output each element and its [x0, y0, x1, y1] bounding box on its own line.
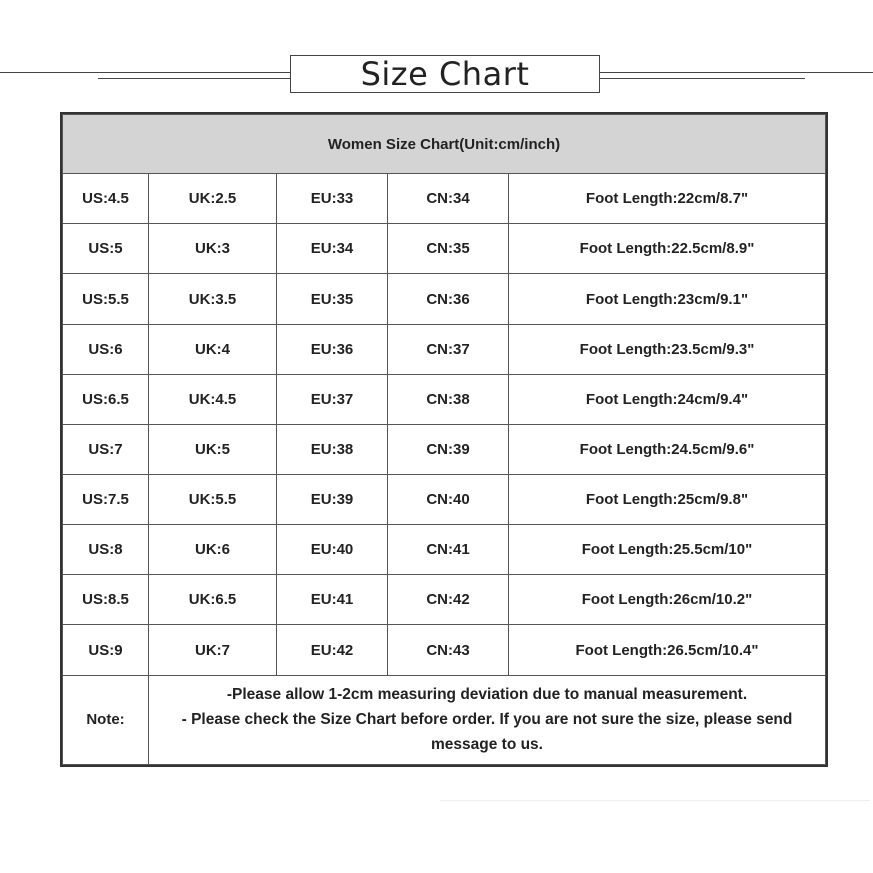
eu-size-cell: EU:37	[277, 374, 388, 424]
table-header-row	[63, 115, 826, 174]
us-size-cell: US:4.5	[63, 174, 149, 224]
cn-size-cell: CN:39	[388, 424, 509, 474]
note-label: Note:	[63, 675, 149, 764]
us-size-cell: US:7.5	[63, 475, 149, 525]
eu-size-cell: EU:34	[277, 224, 388, 274]
eu-size-cell: EU:42	[277, 625, 388, 675]
uk-size-cell: UK:5.5	[149, 475, 277, 525]
uk-size-cell: UK:4	[149, 324, 277, 374]
table-row	[63, 625, 826, 675]
title-rule-left-inner	[98, 78, 290, 79]
cn-size-cell: CN:40	[388, 475, 509, 525]
divider	[440, 800, 870, 801]
title-rule-right-inner	[600, 78, 805, 79]
eu-size-cell: EU:36	[277, 324, 388, 374]
foot-length-cell: Foot Length:26cm/10.2"	[509, 575, 826, 625]
note-text	[149, 675, 826, 764]
eu-size-cell: EU:40	[277, 525, 388, 575]
note-line: message to us.	[431, 736, 543, 754]
uk-size-cell: UK:6	[149, 525, 277, 575]
table-row	[63, 475, 826, 525]
eu-size-cell: EU:35	[277, 274, 388, 324]
table-header: Women Size Chart(Unit:cm/inch)	[63, 115, 826, 174]
table-row	[63, 575, 826, 625]
cn-size-cell: CN:34	[388, 174, 509, 224]
note-row	[63, 675, 826, 764]
cn-size-cell: CN:38	[388, 374, 509, 424]
us-size-cell: US:8.5	[63, 575, 149, 625]
uk-size-cell: UK:4.5	[149, 374, 277, 424]
us-size-cell: US:8	[63, 525, 149, 575]
table-row	[63, 274, 826, 324]
foot-length-cell: Foot Length:22cm/8.7"	[509, 174, 826, 224]
foot-length-cell: Foot Length:22.5cm/8.9"	[509, 224, 826, 274]
uk-size-cell: UK:3.5	[149, 274, 277, 324]
note-line: - Please check the Size Chart before order. If you are not sure the size, please send	[181, 711, 793, 729]
size-chart-table	[60, 112, 828, 767]
uk-size-cell: UK:5	[149, 424, 277, 474]
uk-size-cell: UK:3	[149, 224, 277, 274]
eu-size-cell: EU:33	[277, 174, 388, 224]
us-size-cell: US:6	[63, 324, 149, 374]
uk-size-cell: UK:6.5	[149, 575, 277, 625]
foot-length-cell: Foot Length:25cm/9.8"	[509, 475, 826, 525]
note-line: -Please allow 1-2cm measuring deviation due to manual measurement.	[226, 686, 748, 704]
cn-size-cell: CN:36	[388, 274, 509, 324]
table-row	[63, 174, 826, 224]
table-row	[63, 224, 826, 274]
cn-size-cell: CN:43	[388, 625, 509, 675]
cn-size-cell: CN:42	[388, 575, 509, 625]
cn-size-cell: CN:37	[388, 324, 509, 374]
uk-size-cell: UK:7	[149, 625, 277, 675]
title-rule-right-outer	[600, 72, 873, 73]
eu-size-cell: EU:39	[277, 475, 388, 525]
foot-length-cell: Foot Length:26.5cm/10.4"	[509, 625, 826, 675]
page-title: Size Chart	[360, 55, 530, 93]
foot-length-cell: Foot Length:24cm/9.4"	[509, 374, 826, 424]
cn-size-cell: CN:35	[388, 224, 509, 274]
table-row	[63, 525, 826, 575]
us-size-cell: US:9	[63, 625, 149, 675]
foot-length-cell: Foot Length:25.5cm/10"	[509, 525, 826, 575]
table-row	[63, 324, 826, 374]
us-size-cell: US:7	[63, 424, 149, 474]
us-size-cell: US:5.5	[63, 274, 149, 324]
us-size-cell: US:6.5	[63, 374, 149, 424]
cn-size-cell: CN:41	[388, 525, 509, 575]
title-box	[290, 55, 600, 93]
eu-size-cell: EU:41	[277, 575, 388, 625]
title-rule-left-outer	[0, 72, 290, 73]
foot-length-cell: Foot Length:23cm/9.1"	[509, 274, 826, 324]
eu-size-cell: EU:38	[277, 424, 388, 474]
table-row	[63, 374, 826, 424]
foot-length-cell: Foot Length:24.5cm/9.6"	[509, 424, 826, 474]
table-row	[63, 424, 826, 474]
us-size-cell: US:5	[63, 224, 149, 274]
uk-size-cell: UK:2.5	[149, 174, 277, 224]
foot-length-cell: Foot Length:23.5cm/9.3"	[509, 324, 826, 374]
